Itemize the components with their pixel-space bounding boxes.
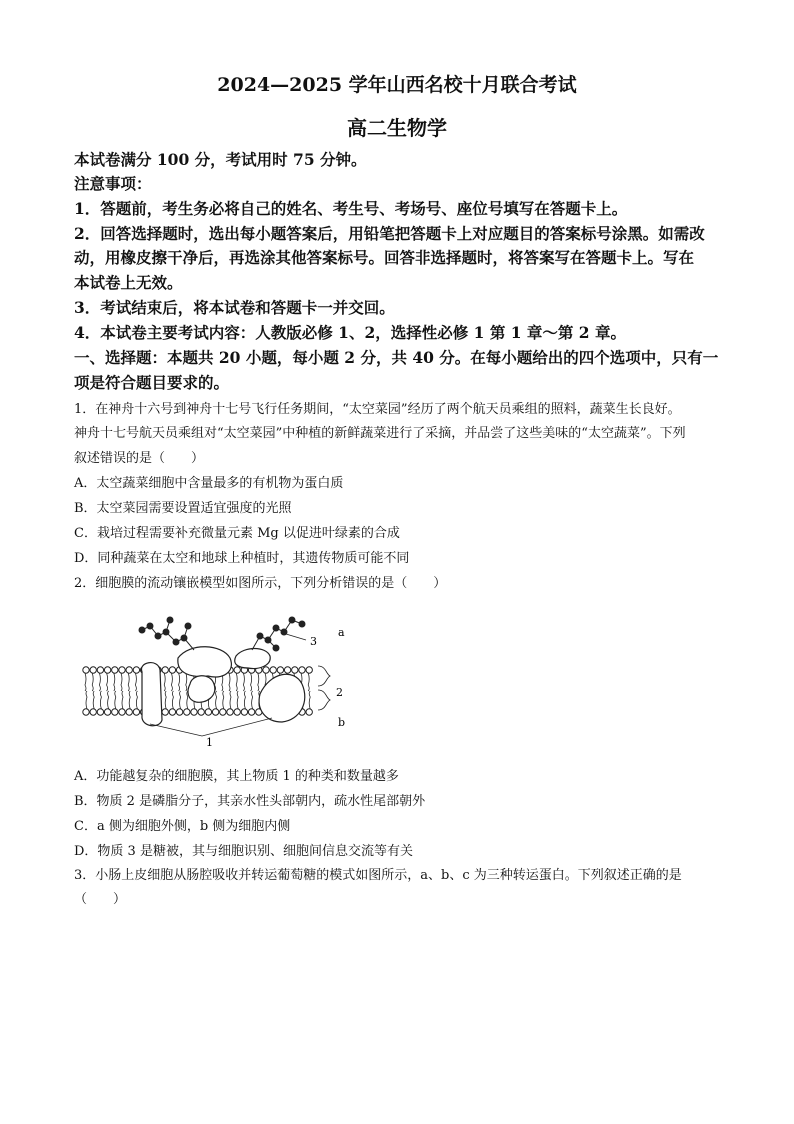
phospholipid-head [83,667,89,673]
phospholipid-head [227,709,233,715]
q2-option-b: B．物质 2 是磷脂分子，其亲水性头部朝内，疏水性尾部朝外 [74,794,426,809]
phospholipid-tail [309,691,310,709]
phospholipid-head [263,667,269,673]
q1-option-b: B．太空菜园需要设置适宜强度的光照 [74,501,292,516]
q1-stem: 神舟十七号航天员乘组对“太空菜园”中种植的新鲜蔬菜进行了采摘，并品尝了这些美味的“太空蔬菜”。下列 [74,426,686,441]
q2-option-c: C．a 侧为细胞外侧，b 侧为细胞内侧 [74,819,291,834]
phospholipid-tail [114,673,115,691]
phospholipid-head [90,667,96,673]
label-b: b [338,716,346,729]
phospholipid-tail [236,673,237,691]
phospholipid-tail [100,691,101,709]
phospholipid-head [119,709,125,715]
q1-option-a: A．太空蔬菜细胞中含量最多的有机物为蛋白质 [74,476,344,491]
q1-stem: 叙述错误的是（ ） [74,451,205,466]
phospholipid-tail [92,673,93,691]
phospholipid-tail [216,691,217,709]
q1-option-d: D．同种蔬菜在太空和地球上种植时，其遗传物质可能不同 [74,551,410,566]
exam-title: 2024—2025 学年山西名校十月联合考试 [217,74,577,96]
notice-item: 3．考试结束后，将本试卷和答题卡一并交回。 [74,298,395,317]
phospholipid-tail [251,673,252,691]
q1-stem: 1．在神舟十六号到神舟十七号飞行任务期间，“太空菜园”经历了两个航天员乘组的照料，蔬菜生长良好。 [74,402,681,417]
phospholipid-head [112,709,118,715]
phospholipid-head [133,667,139,673]
phospholipid-head [191,709,197,715]
phospholipid-head [126,667,132,673]
phospholipid-tail [107,673,108,691]
protein-middle [188,676,215,703]
phospholipid-tail [229,673,230,691]
phospholipid-tail [244,691,245,709]
q1-option-c: C．栽培过程需要补充微量元素 Mg 以促进叶绿素的合成 [74,526,400,541]
phospholipid-tail [85,673,86,691]
section-heading-cont: 项是符合题目要求的。 [74,373,230,392]
phospholipid-head [306,709,312,715]
phospholipid-head [248,709,254,715]
phospholipid-head [220,709,226,715]
phospholipid-head [133,709,139,715]
label-3: 3 [310,635,317,648]
q2-stem: 2．细胞膜的流动镶嵌模型如图所示，下列分析错误的是（ ） [74,576,447,591]
phospholipid-tail [179,673,180,691]
q2-option-d: D．物质 3 是糖被，其与细胞识别、细胞间信息交流等有关 [74,844,413,859]
protein-top [178,647,232,677]
phospholipid-head [234,667,240,673]
phospholipid-head [176,709,182,715]
phospholipid-head [97,667,103,673]
phospholipid-tail [237,691,238,709]
phospholipid-tail [165,691,166,709]
phospholipid-head [205,709,211,715]
phospholipid-tail [99,673,100,691]
label-a: a [338,626,345,639]
phospholipid-tail [93,691,94,709]
phospholipid-head [292,667,298,673]
phospholipid-tail [258,673,259,691]
notice-item: 本试卷上无效。 [74,273,183,292]
phospholipid-head [241,709,247,715]
phospholipid-head [112,667,118,673]
q2-option-a: A．功能越复杂的细胞膜，其上物质 1 的种类和数量越多 [74,769,399,784]
phospholipid-head [97,709,103,715]
phospholipid-head [119,667,125,673]
phospholipid-tail [252,691,253,709]
phospholipid-head [162,667,168,673]
phospholipid-tail [86,691,87,709]
protein-left [141,663,162,726]
phospholipid-tail [136,691,137,709]
membrane-diagram [80,612,370,748]
label-2: 2 [336,686,343,699]
phospholipid-head [277,667,283,673]
q3-stem: （ ） [74,892,127,907]
section-heading: 一、选择题：本题共 20 小题，每小题 2 分，共 40 分。在每小题给出的四个选项中，只有一 [74,348,719,367]
notice-item: 动，用橡皮擦干净后，再选涂其他答案标号。回答非选择题时，将答案写在答题卡上。写在 [74,248,695,267]
score-line: 本试卷满分 100 分，考试用时 75 分钟。 [74,150,367,169]
phospholipid-tail [243,673,244,691]
phospholipid-tail [180,691,181,709]
phospholipid-head [234,709,240,715]
exam-subject: 高二生物学 [347,116,447,140]
phospholipid-tail [108,691,109,709]
notice-item: 2．回答选择题时，选出每小题答案后，用铅笔把答题卡上对应题目的答案标号涂黑。如需改 [74,224,705,243]
phospholipid-tail [172,691,173,709]
phospholipid-tail [186,673,187,691]
phospholipid-head [198,709,204,715]
phospholipid-head [126,709,132,715]
notice-item: 4．本试卷主要考试内容：人教版必修 1、2，选择性必修 1 第 1 章～第 2 章。 [74,323,626,342]
q3-stem: 3．小肠上皮细胞从肠腔吸收并转运葡萄糖的模式如图所示，a、b、c 为三种转运蛋白。下列叙述正确的是 [74,868,682,883]
phospholipid-head [284,667,290,673]
glycocalyx [139,617,305,651]
phospholipid-head [212,709,218,715]
phospholipid-head [90,709,96,715]
phospholipid-head [306,667,312,673]
phospholipid-head [270,667,276,673]
phospholipid-tail [171,673,172,691]
phospholipid-tail [223,691,224,709]
protein-right-top [235,649,270,669]
phospholipid-tail [129,691,130,709]
phospholipid-head [299,667,305,673]
phospholipid-tail [135,673,136,691]
phospholipid-tail [122,691,123,709]
phospholipid-tail [164,673,165,691]
phospholipid-head [83,709,89,715]
phospholipid-head [169,709,175,715]
phospholipid-head [184,709,190,715]
label-1: 1 [206,736,213,748]
phospholipid-tail [308,673,309,691]
phospholipid-tail [230,691,231,709]
phospholipid-head [162,709,168,715]
phospholipid-head [169,667,175,673]
phospholipid-tail [121,673,122,691]
phospholipid-head [104,709,110,715]
notice-item: 1．答题前，考生务必将自己的姓名、考生号、考场号、座位号填写在答题卡上。 [74,199,628,218]
notice-heading: 注意事项： [74,174,152,193]
phospholipid-tail [128,673,129,691]
phospholipid-tail [115,691,116,709]
phospholipid-head [104,667,110,673]
